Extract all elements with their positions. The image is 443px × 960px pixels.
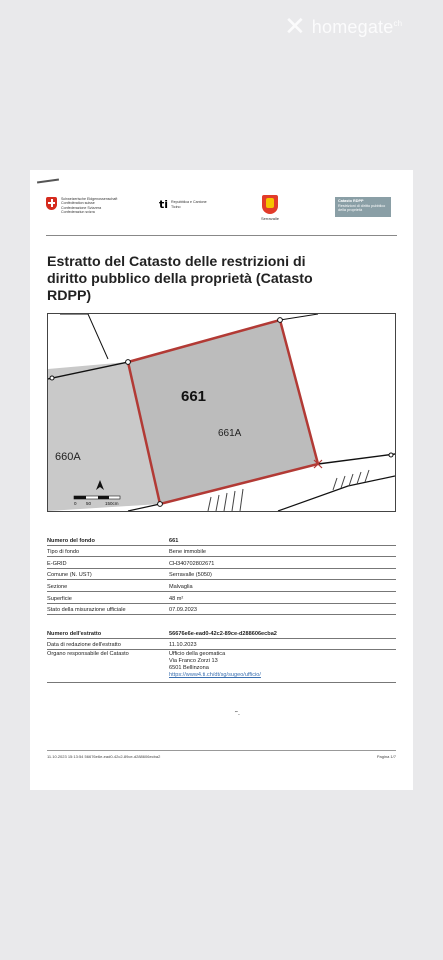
ticino-mark: ti — [159, 198, 169, 211]
swiss-shield-icon — [46, 197, 57, 210]
parcel-number-label: 661 — [181, 388, 207, 405]
table-row — [47, 580, 396, 592]
header-divider — [46, 235, 397, 236]
row-value: 48 m² — [169, 595, 184, 602]
row-value: Bene immobile — [169, 549, 206, 556]
organ-website-link[interactable]: https://www4.ti.ch/dt/sg/sugeo/ufficio/ — [169, 671, 261, 678]
rdpp-line-3: della proprietà — [338, 208, 363, 213]
row-key: Comune (N. UST) — [47, 572, 92, 579]
rdpp-line-2: Restrizioni di diritto pubblico — [338, 203, 386, 208]
watermark-brand: homegate$^{ch}$ — [311, 16, 403, 37]
table-row — [47, 534, 396, 546]
organ-value — [169, 651, 396, 679]
swiss-line-4: Confederaziun svizra — [61, 210, 95, 215]
row-key: Numero del fondo — [47, 537, 95, 544]
scale-label-50: 50 — [86, 501, 92, 506]
table-row — [47, 627, 396, 639]
ticino-line-1: Repubblica e Cantone — [171, 200, 207, 205]
swiss-confederation-logo — [46, 197, 117, 215]
row-value: 661 — [169, 537, 179, 544]
row-key: Sezione — [47, 583, 68, 590]
organ-line-2: Via Franco Zorzi 13 — [169, 658, 218, 665]
footer-divider — [47, 750, 396, 751]
row-key: E-GRID — [47, 560, 67, 567]
extract-number-key: Numero dell'estratto — [47, 630, 102, 637]
extract-info — [47, 627, 396, 682]
table-row — [47, 650, 396, 682]
pen-mark-small: ˜· — [235, 710, 241, 719]
swiss-line-1: Schweizerische Eidgenossenschaft — [61, 197, 118, 201]
cadastre-document-page — [30, 170, 413, 790]
scale-label-150: 150cm — [105, 501, 119, 506]
table-row — [47, 604, 396, 616]
document-header — [46, 195, 397, 235]
extract-date-key: Data di redazione dell'estratto — [47, 642, 121, 649]
document-footer — [47, 754, 396, 759]
scale-label-0: 0 — [74, 501, 77, 506]
row-value: 07.09.2023 — [169, 607, 197, 614]
ticino-logo — [159, 198, 207, 211]
coat-of-arms-icon — [262, 195, 278, 214]
table-row — [47, 569, 396, 581]
swiss-line-3: Confederazione Svizzera — [61, 205, 102, 210]
row-value: Serravalle (5050) — [169, 572, 212, 579]
extract-date-value: 11.10.2023 — [169, 642, 197, 649]
table-row — [47, 639, 396, 651]
pen-mark — [37, 178, 59, 183]
document-title: Estratto del Catasto delle restrizioni di diritto pubblico della proprietà (Catasto RDPP) — [47, 254, 313, 304]
parcel-sub-label: 661A — [218, 428, 242, 439]
table-row — [47, 546, 396, 558]
boundary-line-4 — [318, 454, 395, 464]
rdpp-line-1: Catasto RDPP — [338, 199, 364, 203]
property-info-table — [47, 534, 396, 683]
table-row — [47, 557, 396, 569]
organ-line-1: Ufficio della geomatica — [169, 651, 226, 658]
organ-line-3: 6501 Bellinzona — [169, 664, 209, 671]
homegate-watermark — [284, 14, 402, 40]
boundary-line-3 — [280, 314, 318, 320]
row-key: Stato della misurazione ufficiale — [47, 607, 126, 614]
parcel-661-area — [128, 320, 318, 504]
row-value: CH340702802671 — [169, 560, 215, 567]
boundary-line-2 — [60, 314, 108, 359]
table-row — [47, 592, 396, 604]
row-key: Tipo di fondo — [47, 549, 80, 556]
extract-number-value: 56676e6e-ead0-42c2-89ce-d288606ecba2 — [169, 630, 277, 637]
serravalle-logo — [259, 195, 281, 221]
parcel-map-svg — [48, 314, 395, 511]
boundary-line-6 — [278, 476, 395, 511]
ticino-line-2: Ticino — [171, 204, 181, 209]
organ-key: Organo responsabile del Catasto — [47, 651, 129, 658]
homegate-logo-icon: ✕ — [284, 12, 306, 42]
municipality-label: Serravalle — [260, 216, 279, 221]
parcel-map — [47, 313, 396, 512]
swiss-line-2: Confédération suisse — [61, 201, 95, 206]
row-key: Superficie — [47, 595, 72, 602]
page-number: Pagina 1/7 — [376, 754, 396, 759]
footer-timestamp: 11.10.2023 15:13:54 56676e6e-ead0-42c2-89ce-d288606ecba2 — [47, 754, 161, 759]
row-value: Malvaglia — [169, 583, 193, 590]
neighbor-parcel-label: 660A — [55, 451, 81, 463]
rdpp-logo — [335, 197, 391, 217]
